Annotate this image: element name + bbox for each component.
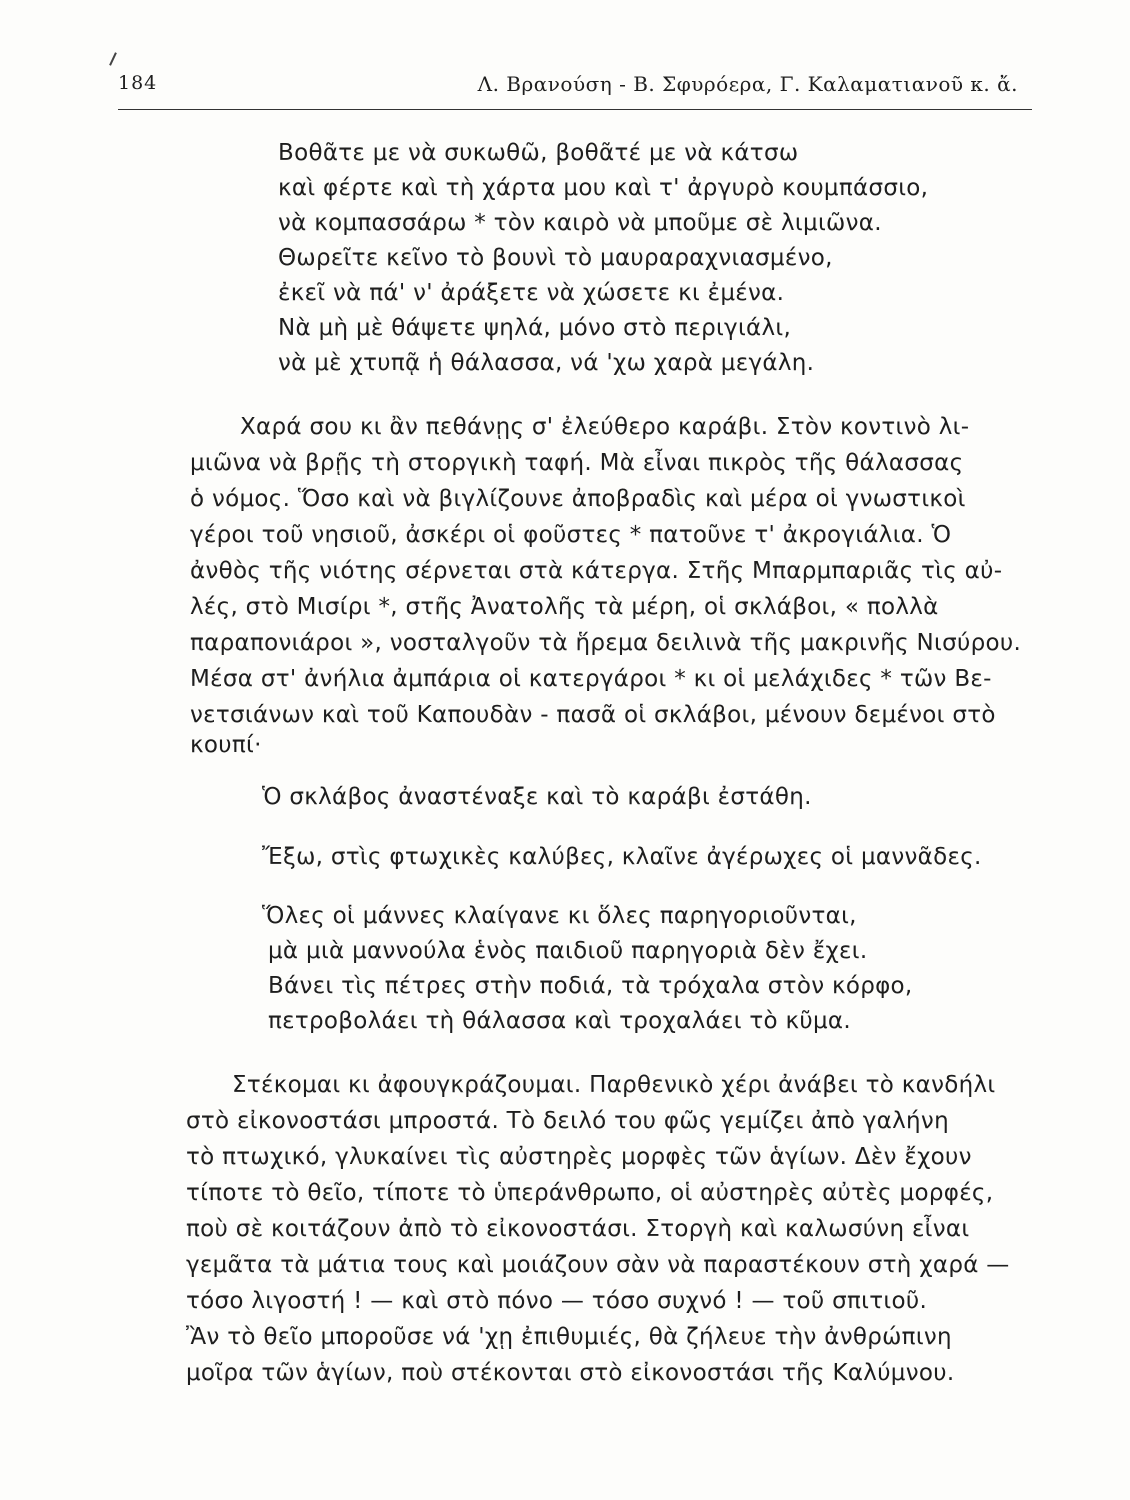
header-rule <box>118 109 1032 110</box>
poem-line: Θωρεῖτε κεῖνο τὸ βουνὶ τὸ μαυραραχνιασμένο, <box>278 245 833 271</box>
prose-line: γεμᾶτα τὰ μάτια τους καὶ μοιάζουν σὰν νὰ παραστέκουν στὴ χαρά — <box>186 1252 1010 1278</box>
prose-line: στὸ εἰκονοστάσι μπροστά. Τὸ δειλό του φῶς γεμίζει ἀπὸ γαλήνη <box>186 1108 949 1134</box>
prose-line: ποὺ σὲ κοιτάζουν ἀπὸ τὸ εἰκονοστάσι. Στοργὴ καὶ καλωσύνη εἶναι <box>186 1216 970 1242</box>
poem-line: νὰ μὲ χτυπᾷ ἡ θάλασσα, νά 'χω χαρὰ μεγάλη. <box>278 350 815 376</box>
page-corner-mark <box>109 52 117 66</box>
prose-line: γέροι τοῦ νησιοῦ, ἀσκέρι οἱ φοῦστες * πατοῦνε τ' ἀκρογιάλια. Ὁ <box>190 522 952 548</box>
prose-line: κουπί· <box>190 732 262 758</box>
running-head: Λ. Βρανούση - Β. Σφυρόερα, Γ. Καλαματιανοῦ κ. ἄ. <box>477 72 1018 96</box>
prose-line: τὸ πτωχικό, γλυκαίνει τὶς αὐστηρὲς μορφὲς τῶν ἁγίων. Δὲν ἔχουν <box>186 1144 972 1170</box>
prose-line: μοῖρα τῶν ἁγίων, ποὺ στέκονται στὸ εἰκονοστάσι τῆς Καλύμνου. <box>186 1360 955 1386</box>
poem-line: καὶ φέρτε καὶ τὴ χάρτα μου καὶ τ' ἀργυρὸ κουμπάσσιο, <box>278 175 929 201</box>
poem-line: ἐκεῖ νὰ πά' ν' ἀράξετε νὰ χώσετε κι ἐμένα. <box>278 280 785 306</box>
prose-line: παραπονιάροι », νοσταλγοῦν τὰ ἥρεμα δειλινὰ τῆς μακρινῆς Νισύρου. <box>190 630 1022 656</box>
poem-line: Βάνει τὶς πέτρες στὴν ποδιά, τὰ τρόχαλα στὸν κόρφο, <box>268 973 913 999</box>
poem-line: Βοθᾶτε με νὰ συκωθῶ, βοθᾶτέ με νὰ κάτσω <box>278 140 799 166</box>
page-number: 184 <box>118 72 158 94</box>
prose-line: Στέκομαι κι ἀφουγκράζουμαι. Παρθενικὸ χέρι ἀνάβει τὸ κανδήλι <box>232 1072 996 1098</box>
prose-line: μιῶνα νὰ βρῇς τὴ στοργικὴ ταφή. Μὰ εἶναι πικρὸς τῆς θάλασσας <box>190 450 964 476</box>
prose-line: Μέσα στ' ἀνήλια ἀμπάρια οἱ κατεργάροι * κι οἱ μελάχιδες * τῶν Βε- <box>190 666 992 692</box>
verse-line: Ὁ σκλάβος ἀναστέναξε καὶ τὸ καράβι ἐστάθη. <box>262 784 812 810</box>
prose-line: ὁ νόμος. Ὅσο καὶ νὰ βιγλίζουνε ἀποβραδὶς καὶ μέρα οἱ γνωστικοὶ <box>190 486 966 512</box>
prose-line: τίποτε τὸ θεῖο, τίποτε τὸ ὑπεράνθρωπο, οἱ αὐστηρὲς αὐτὲς μορφές, <box>186 1180 994 1206</box>
prose-line: ἀνθὸς τῆς νιότης σέρνεται στὰ κάτεργα. Στῆς Μπαρμπαριᾶς τὶς αὐ- <box>190 558 1003 584</box>
prose-line: τόσο λιγοστή ! — καὶ στὸ πόνο — τόσο συχνό ! — τοῦ σπιτιοῦ. <box>186 1288 928 1314</box>
poem-line: πετροβολάει τὴ θάλασσα καὶ τροχαλάει τὸ κῦμα. <box>268 1008 851 1034</box>
prose-line: λές, στὸ Μισίρι *, στῆς Ἀνατολῆς τὰ μέρη, οἱ σκλάβοι, « πολλὰ <box>190 594 939 620</box>
prose-line: Χαρά σου κι ἂν πεθάνῃς σ' ἐλεύθερο καράβι. Στὸν κοντινὸ λι- <box>240 414 970 440</box>
prose-line: νετσιάνων καὶ τοῦ Καπουδὰν - πασᾶ οἱ σκλάβοι, μένουν δεμένοι στὸ <box>190 702 996 728</box>
verse-line: Ἔξω, στὶς φτωχικὲς καλύβες, κλαῖνε ἀγέρωχες οἱ μαννᾶδες. <box>262 844 982 870</box>
poem-line: μὰ μιὰ μαννούλα ἑνὸς παιδιοῦ παρηγοριὰ δὲν ἔχει. <box>268 938 868 964</box>
poem-line: Ὅλες οἱ μάννες κλαίγανε κι ὅλες παρηγοριοῦνται, <box>262 903 857 929</box>
prose-line: Ἂν τὸ θεῖο μποροῦσε νά 'χῃ ἐπιθυμιές, θὰ ζήλευε τὴν ἀνθρώπινη <box>186 1324 952 1350</box>
poem-line: νὰ κομπασσάρω * τὸν καιρὸ νὰ μποῦμε σὲ λιμιῶνα. <box>278 210 882 236</box>
poem-line: Νὰ μὴ μὲ θάψετε ψηλά, μόνο στὸ περιγιάλι, <box>278 315 792 341</box>
